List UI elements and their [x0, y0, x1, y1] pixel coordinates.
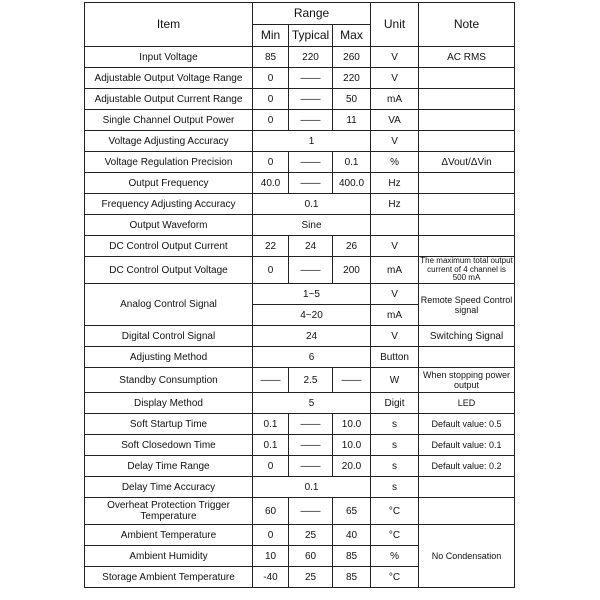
typical-cell: —— — [289, 257, 333, 284]
min-cell: 0 — [253, 68, 289, 89]
min-cell: 0 — [253, 456, 289, 477]
min-cell: -40 — [253, 567, 289, 588]
unit-cell: mA — [371, 257, 419, 284]
min-cell: 0 — [253, 152, 289, 173]
header-max: Max — [333, 25, 371, 47]
max-cell: 26 — [333, 236, 371, 257]
table-row — [85, 173, 515, 194]
table-row — [85, 152, 515, 173]
note-cell — [419, 89, 515, 110]
header-item: Item — [85, 3, 253, 47]
item-cell: Adjusting Method — [85, 347, 253, 368]
item-cell: Display Method — [85, 393, 253, 414]
item-cell: Storage Ambient Temperature — [85, 567, 253, 588]
table-row — [85, 435, 515, 456]
item-cell: DC Control Output Voltage — [85, 257, 253, 284]
table-row — [85, 347, 515, 368]
item-cell: Frequency Adjusting Accuracy — [85, 194, 253, 215]
unit-cell: V — [371, 131, 419, 152]
max-cell: 0.1 — [333, 152, 371, 173]
typical-cell: 220 — [289, 47, 333, 68]
header-typical: Typical — [289, 25, 333, 47]
unit-cell: V — [371, 326, 419, 347]
table-row — [85, 525, 515, 546]
item-cell: Output Waveform — [85, 215, 253, 236]
item-cell: Soft Closedown Time — [85, 435, 253, 456]
typical-cell: 2.5 — [289, 368, 333, 393]
note-cell — [419, 110, 515, 131]
min-cell: 0.1 — [253, 435, 289, 456]
note-cell — [419, 215, 515, 236]
typical-cell: —— — [289, 435, 333, 456]
table-row — [85, 393, 515, 414]
header-min: Min — [253, 25, 289, 47]
typical-cell: —— — [289, 110, 333, 131]
max-cell: 10.0 — [333, 414, 371, 435]
min-cell: 0 — [253, 110, 289, 131]
spec-table — [84, 2, 515, 588]
min-cell: 0 — [253, 525, 289, 546]
unit-cell — [371, 215, 419, 236]
item-cell: Soft Startup Time — [85, 414, 253, 435]
item-cell: Voltage Adjusting Accuracy — [85, 131, 253, 152]
header-range: Range — [253, 3, 371, 25]
max-cell: 220 — [333, 68, 371, 89]
unit-cell: °C — [371, 525, 419, 546]
min-cell: 60 — [253, 498, 289, 525]
max-cell: 85 — [333, 567, 371, 588]
unit-cell: s — [371, 477, 419, 498]
item-cell: Output Frequency — [85, 173, 253, 194]
min-cell: 0 — [253, 257, 289, 284]
range-value-cell: 0.1 — [253, 194, 371, 215]
table-row — [85, 414, 515, 435]
max-cell: 40 — [333, 525, 371, 546]
table-row — [85, 456, 515, 477]
min-cell: 22 — [253, 236, 289, 257]
item-cell: Delay Time Range — [85, 456, 253, 477]
unit-cell: Hz — [371, 173, 419, 194]
range-value-cell: 6 — [253, 347, 371, 368]
note-cell: No Condensation — [419, 525, 515, 588]
max-cell: 85 — [333, 546, 371, 567]
unit-cell: % — [371, 152, 419, 173]
note-cell — [419, 68, 515, 89]
min-cell: 0.1 — [253, 414, 289, 435]
table-row — [85, 284, 515, 305]
unit-cell: Button — [371, 347, 419, 368]
max-cell: 400.0 — [333, 173, 371, 194]
item-cell: Standby Consumption — [85, 368, 253, 393]
note-cell — [419, 173, 515, 194]
note-cell — [419, 498, 515, 525]
max-cell: 260 — [333, 47, 371, 68]
header-unit: Unit — [371, 3, 419, 47]
item-cell: Overheat Protection Trigger Temperature — [85, 498, 253, 525]
unit-cell: Hz — [371, 194, 419, 215]
table-row — [85, 47, 515, 68]
max-cell: 50 — [333, 89, 371, 110]
note-cell — [419, 347, 515, 368]
typical-cell: 25 — [289, 567, 333, 588]
typical-cell: —— — [289, 456, 333, 477]
typical-cell: —— — [289, 89, 333, 110]
note-cell: Remote Speed Control signal — [419, 284, 515, 326]
item-cell: Adjustable Output Voltage Range — [85, 68, 253, 89]
item-cell: DC Control Output Current — [85, 236, 253, 257]
typical-cell: —— — [289, 173, 333, 194]
header-note: Note — [419, 3, 515, 47]
item-cell: Ambient Humidity — [85, 546, 253, 567]
typical-cell: —— — [289, 152, 333, 173]
note-cell: AC RMS — [419, 47, 515, 68]
unit-cell: V — [371, 68, 419, 89]
table-row — [85, 498, 515, 525]
note-cell — [419, 131, 515, 152]
range-value-cell: 1~5 — [253, 284, 371, 305]
typical-cell: 24 — [289, 236, 333, 257]
max-cell: —— — [333, 368, 371, 393]
unit-cell: °C — [371, 498, 419, 525]
note-cell: LED — [419, 393, 515, 414]
table-row — [85, 215, 515, 236]
unit-cell: mA — [371, 89, 419, 110]
min-cell: 85 — [253, 47, 289, 68]
table-row — [85, 257, 515, 284]
typical-cell: 25 — [289, 525, 333, 546]
unit-cell: s — [371, 456, 419, 477]
range-value-cell: 0.1 — [253, 477, 371, 498]
item-cell: Voltage Regulation Precision — [85, 152, 253, 173]
max-cell: 200 — [333, 257, 371, 284]
max-cell: 20.0 — [333, 456, 371, 477]
note-cell: When stopping power output — [419, 368, 515, 393]
note-cell: Switching Signal — [419, 326, 515, 347]
note-cell — [419, 236, 515, 257]
table-row — [85, 326, 515, 347]
typical-cell: —— — [289, 498, 333, 525]
range-value-cell: 24 — [253, 326, 371, 347]
unit-cell: s — [371, 435, 419, 456]
note-cell: Default value: 0.5 — [419, 414, 515, 435]
unit-cell: V — [371, 47, 419, 68]
item-cell: Ambient Temperature — [85, 525, 253, 546]
table-row — [85, 477, 515, 498]
min-cell: 0 — [253, 89, 289, 110]
table-row — [85, 194, 515, 215]
unit-cell: V — [371, 236, 419, 257]
note-cell: Default value: 0.1 — [419, 435, 515, 456]
item-cell: Input Voltage — [85, 47, 253, 68]
table-row — [85, 89, 515, 110]
typical-cell: —— — [289, 68, 333, 89]
unit-cell: mA — [371, 305, 419, 326]
min-cell: 10 — [253, 546, 289, 567]
item-cell: Digital Control Signal — [85, 326, 253, 347]
max-cell: 10.0 — [333, 435, 371, 456]
table-row — [85, 368, 515, 393]
max-cell: 11 — [333, 110, 371, 131]
unit-cell: Digit — [371, 393, 419, 414]
item-cell: Delay Time Accuracy — [85, 477, 253, 498]
item-cell: Adjustable Output Current Range — [85, 89, 253, 110]
min-cell: —— — [253, 368, 289, 393]
note-cell — [419, 194, 515, 215]
table-row — [85, 110, 515, 131]
typical-cell: 60 — [289, 546, 333, 567]
unit-cell: s — [371, 414, 419, 435]
table-row — [85, 236, 515, 257]
unit-cell: V — [371, 284, 419, 305]
table-row — [85, 68, 515, 89]
max-cell: 65 — [333, 498, 371, 525]
unit-cell: VA — [371, 110, 419, 131]
min-cell: 40.0 — [253, 173, 289, 194]
range-value-cell: 4~20 — [253, 305, 371, 326]
unit-cell: W — [371, 368, 419, 393]
unit-cell: °C — [371, 567, 419, 588]
unit-cell: % — [371, 546, 419, 567]
range-value-cell: 5 — [253, 393, 371, 414]
note-cell: ΔVout/ΔVin — [419, 152, 515, 173]
typical-cell: —— — [289, 414, 333, 435]
item-cell: Analog Control Signal — [85, 284, 253, 326]
range-value-cell: 1 — [253, 131, 371, 152]
note-cell: Default value: 0.2 — [419, 456, 515, 477]
range-value-cell: Sine — [253, 215, 371, 236]
note-cell: The maximum total output current of 4 channel is 500 mA — [420, 256, 513, 283]
note-cell — [419, 477, 515, 498]
item-cell: Single Channel Output Power — [85, 110, 253, 131]
table-row — [85, 131, 515, 152]
